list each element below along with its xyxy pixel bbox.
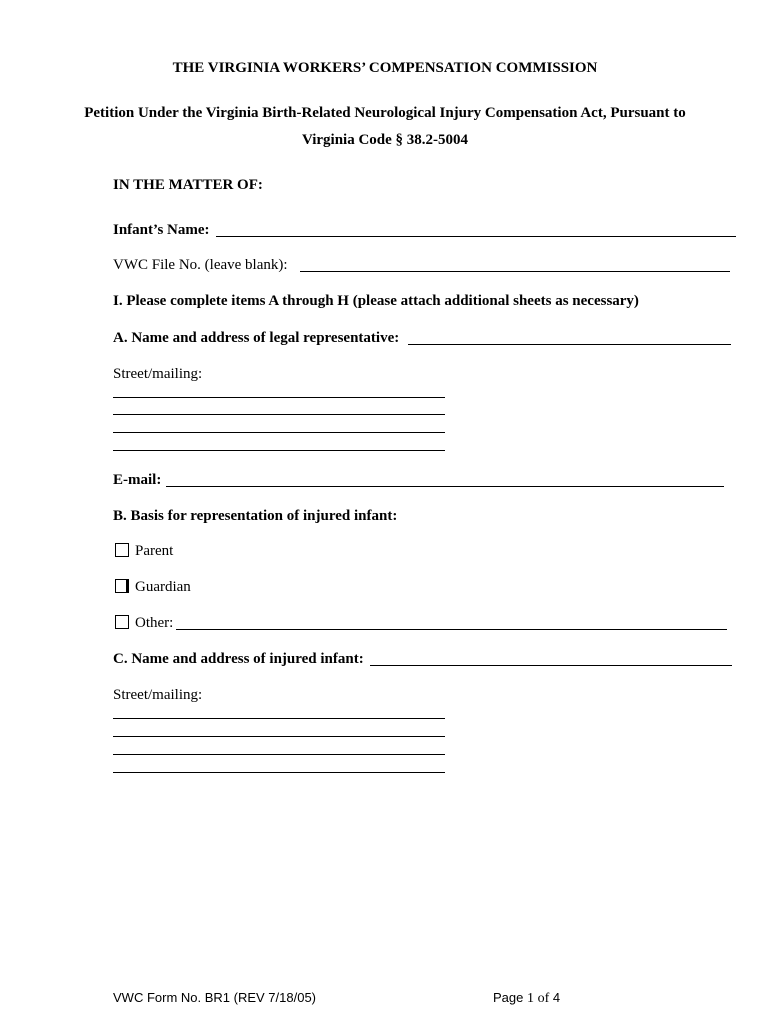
guardian-checkbox[interactable] bbox=[115, 579, 129, 593]
street-mailing-label-c: Street/mailing: bbox=[113, 687, 203, 703]
page-total: 4 bbox=[552, 990, 561, 1005]
infant-name-label: Infant’s Name: bbox=[113, 222, 210, 238]
legal-rep-name-field[interactable] bbox=[408, 344, 731, 345]
rep-address-line-2[interactable] bbox=[113, 414, 445, 415]
in-the-matter-heading: IN THE MATTER OF: bbox=[113, 177, 263, 193]
section-b-label: B. Basis for representation of injured infant: bbox=[113, 508, 398, 524]
page-label: Page bbox=[493, 990, 524, 1005]
rep-address-line-4[interactable] bbox=[113, 450, 445, 451]
street-mailing-label-a: Street/mailing: bbox=[113, 366, 203, 382]
injured-infant-name-field[interactable] bbox=[370, 665, 732, 666]
petition-title-line1: Petition Under the Virginia Birth-Related Neurological Injury Compensation Act, Pursuant to bbox=[84, 105, 686, 121]
page-indicator bbox=[493, 990, 560, 1007]
other-checkbox[interactable] bbox=[115, 615, 129, 629]
infant-name-field[interactable] bbox=[216, 236, 736, 237]
of-label: of bbox=[537, 991, 550, 1006]
vwc-file-field[interactable] bbox=[300, 271, 730, 272]
infant-address-line-2[interactable] bbox=[113, 736, 445, 737]
parent-checkbox[interactable] bbox=[115, 543, 129, 557]
rep-address-line-1[interactable] bbox=[113, 397, 445, 398]
guardian-option-label: Guardian bbox=[135, 579, 191, 595]
infant-address-line-4[interactable] bbox=[113, 772, 445, 773]
infant-address-line-3[interactable] bbox=[113, 754, 445, 755]
form-number: VWC Form No. BR1 (REV 7/18/05) bbox=[113, 990, 316, 1005]
vwc-file-label: VWC File No. (leave blank): bbox=[113, 257, 288, 273]
petition-title-line2: Virginia Code § 38.2-5004 bbox=[301, 132, 469, 148]
email-field[interactable] bbox=[166, 486, 724, 487]
infant-address-line-1[interactable] bbox=[113, 718, 445, 719]
page-number: 1 bbox=[527, 991, 534, 1006]
other-option-label: Other: bbox=[135, 615, 174, 631]
section-i-heading: I. Please complete items A through H (please attach additional sheets as necessary) bbox=[113, 293, 639, 309]
commission-title: THE VIRGINIA WORKERS’ COMPENSATION COMMISSION bbox=[172, 60, 598, 76]
parent-option-label: Parent bbox=[135, 543, 174, 559]
section-c-label: C. Name and address of injured infant: bbox=[113, 651, 364, 667]
section-a-label: A. Name and address of legal representative: bbox=[113, 330, 400, 346]
other-specify-field[interactable] bbox=[176, 629, 727, 630]
rep-address-line-3[interactable] bbox=[113, 432, 445, 433]
email-label: E-mail: bbox=[113, 472, 162, 488]
